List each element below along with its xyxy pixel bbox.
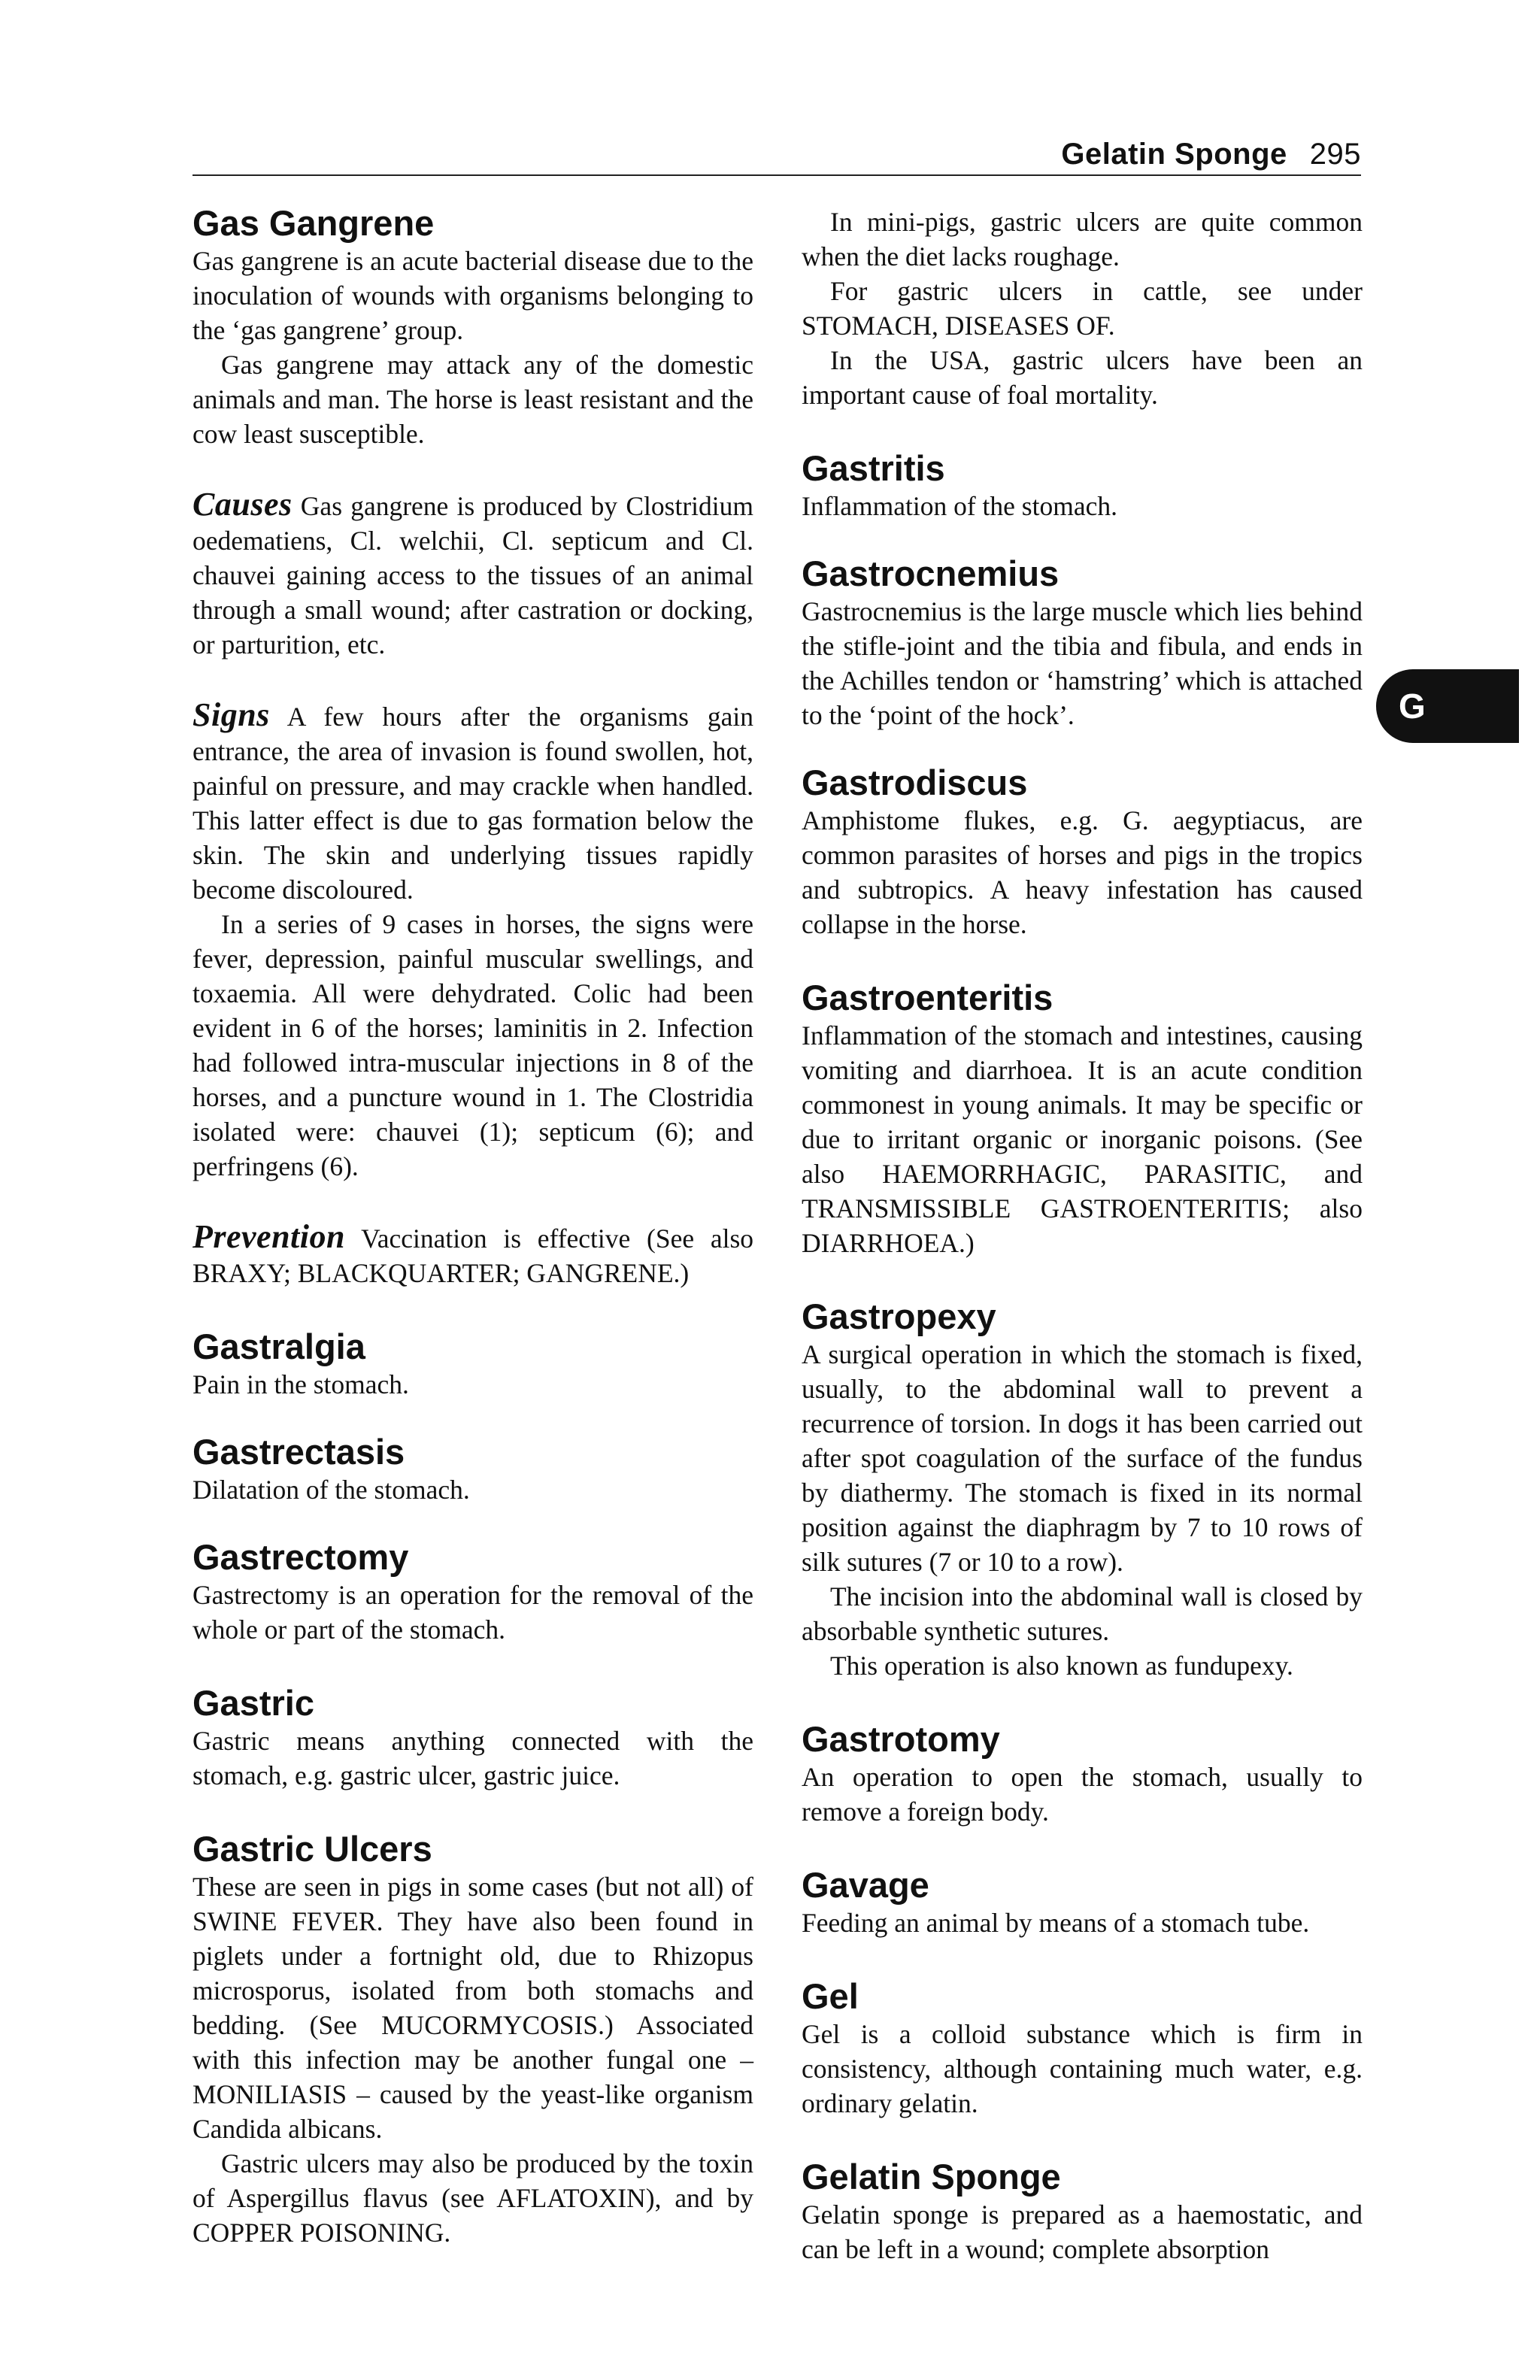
entry-heading: Gastrectomy xyxy=(192,1537,409,1577)
running-head-title: Gelatin Sponge xyxy=(1061,138,1287,171)
entry-heading: Gastrectasis xyxy=(192,1432,405,1472)
entry-paragraph: Gastric ulcers may also be produced by the toxin of Aspergillus flavus (see AFLATOXIN), and by COPPER POISONING. xyxy=(192,2148,753,2248)
entry-heading: Gavage xyxy=(802,1865,929,1905)
subsection-label: Signs xyxy=(192,696,270,733)
subsection-causes xyxy=(192,487,753,662)
entry-paragraph: Pain in the stomach. xyxy=(192,1369,409,1399)
entry-paragraph: Gastrectomy is an operation for the removal of the whole or part of the stomach. xyxy=(192,1580,753,1645)
entry-gastropexy xyxy=(802,1296,1363,1683)
right-column xyxy=(802,205,1363,2303)
subsection-prevention xyxy=(192,1220,753,1290)
entry-paragraph: Gastrocnemius is the large muscle which lies behind the stifle-joint and the tibia and fibula, and ends in the Achilles tendon or ‘hamstring’ which is attached to the ‘point of the hock’. xyxy=(802,596,1363,730)
entry-paragraph: A surgical operation in which the stomach is fixed, usually, to the abdominal wall to prevent a recurrence of torsion. In dogs it has been carried out after spot coagulation of the surface of the fundus by diathermy. The stomach is fixed in its normal position against the diaphragm by 7 to 10 rows of silk sutures (7 or 10 to a row). xyxy=(802,1339,1363,1577)
entry-heading: Gastrotomy xyxy=(802,1719,1000,1759)
entry-paragraph: The incision into the abdominal wall is closed by absorbable synthetic sutures. xyxy=(802,1581,1363,1646)
entry-paragraph: Inflammation of the stomach and intestines, causing vomiting and diarrhoea. It is an acute condition commonest in young animals. It may be specific or due to irritant organic or inorganic poisons. (See also HAEMORRHAGIC, PARASITIC, and TRANSMISSIBLE GASTROENTERITIS; also DIARRHOEA.) xyxy=(802,1020,1363,1258)
entry-gastric-ulcers xyxy=(192,1829,753,2250)
entry-paragraph: In the USA, gastric ulcers have been an important cause of foal mortality. xyxy=(802,345,1363,410)
entry-paragraph: An operation to open the stomach, usually to remove a foreign body. xyxy=(802,1762,1363,1827)
page-number: 295 xyxy=(1309,138,1361,171)
entry-paragraph: These are seen in pigs in some cases (but not all) of SWINE FEVER. They have also been found in piglets under a fortnight old, due to Rhizopus microsporus, isolated from both stomachs and bedding. (See MUCORMYCOSIS.) Associated with this infection may be another fungal one – MONILIASIS – caused by the yeast-like organism Candida albicans. xyxy=(192,1872,753,2144)
entry-gastric xyxy=(192,1683,753,1793)
entry-gas-gangrene xyxy=(192,203,753,1290)
entry-heading: Gastropexy xyxy=(802,1296,996,1336)
entry-heading: Gelatin Sponge xyxy=(802,2157,1061,2197)
entry-heading: Gel xyxy=(802,1976,859,2016)
entry-heading: Gastrodiscus xyxy=(802,763,1028,802)
entry-paragraph: This operation is also known as fundupexy. xyxy=(830,1651,1293,1681)
entry-heading: Gastritis xyxy=(802,448,945,488)
entry-paragraph: In mini-pigs, gastric ulcers are quite common when the diet lacks roughage. xyxy=(802,207,1363,271)
entry-paragraph: Gas gangrene is an acute bacterial disease due to the inoculation of wounds with organisms belonging to the ‘gas gangrene’ group. xyxy=(192,246,753,345)
entry-gastrectasis xyxy=(192,1432,753,1507)
entry-gastrocnemius xyxy=(802,553,1363,732)
entry-gastritis xyxy=(802,448,1363,523)
entry-gastric-ulcers-continued xyxy=(802,205,1363,412)
entry-paragraph: Feeding an animal by means of a stomach tube. xyxy=(802,1908,1310,1938)
subsection-text: A few hours after the organisms gain entrance, the area of invasion is found swollen, hot, painful on pressure, and may crackle when handled. This latter effect is due to gas formation below the skin. The skin and underlying tissues rapidly become discoloured. xyxy=(192,702,753,905)
entry-heading: Gas Gangrene xyxy=(192,203,435,243)
subsection-text: Gas gangrene is produced by Clostridium oedematiens, Cl. welchii, Cl. septicum and Cl. chauvei gaining access to the tissues of an animal through a small wound; after castration or docking, or parturition, etc. xyxy=(192,491,753,659)
entry-gel xyxy=(802,1976,1363,2121)
entry-paragraph: Inflammation of the stomach. xyxy=(802,491,1117,521)
entry-heading: Gastroenteritis xyxy=(802,978,1053,1017)
thumb-index-letter: G xyxy=(1399,687,1426,726)
entry-paragraph: Dilatation of the stomach. xyxy=(192,1475,470,1505)
subsection-label: Prevention xyxy=(192,1218,345,1255)
entry-heading: Gastralgia xyxy=(192,1326,365,1366)
entry-paragraph: Gas gangrene may attack any of the domestic animals and man. The horse is least resistant and the cow least susceptible. xyxy=(192,350,753,449)
entry-gastralgia xyxy=(192,1326,753,1402)
subsection-label: Causes xyxy=(192,486,293,523)
entry-heading: Gastric Ulcers xyxy=(192,1829,432,1869)
entry-paragraph: Amphistome flukes, e.g. G. aegyptiacus, are common parasites of horses and pigs in the tropics and subtropics. A heavy infestation has caused collapse in the horse. xyxy=(802,805,1363,939)
entry-paragraph: Gelatin sponge is prepared as a haemostatic, and can be left in a wound; complete absorption xyxy=(802,2200,1363,2264)
entry-paragraph: Gastric means anything connected with the stomach, e.g. gastric ulcer, gastric juice. xyxy=(192,1726,753,1790)
subsection-signs xyxy=(192,698,753,907)
entry-heading: Gastrocnemius xyxy=(802,553,1060,593)
entry-gastrotomy xyxy=(802,1719,1363,1829)
entry-paragraph: For gastric ulcers in cattle, see under STOMACH, DISEASES OF. xyxy=(802,276,1363,341)
entry-paragraph: In a series of 9 cases in horses, the signs were fever, depression, painful muscular swellings, and toxaemia. All were dehydrated. Colic had been evident in 6 of the horses; laminitis in 2. Infection had followed intra-muscular injections in 8 of the horses, and a puncture wound in 1. The Clostridia isolated were: chauvei (1); septicum (6); and perfringens (6). xyxy=(192,909,753,1181)
subsection-text: Vaccination is effective (See also BRAXY; BLACKQUARTER; GANGRENE.) xyxy=(192,1223,754,1288)
thumb-index-tab xyxy=(1376,669,1519,743)
entry-heading: Gastric xyxy=(192,1683,314,1723)
entry-gastrectomy xyxy=(192,1537,753,1647)
left-column xyxy=(192,203,753,2286)
entry-gastroenteritis xyxy=(802,978,1363,1260)
entry-gelatin-sponge xyxy=(802,2157,1363,2266)
running-head xyxy=(192,125,1361,171)
entry-paragraph: Gel is a colloid substance which is firm in consistency, although containing much water, e.g. ordinary gelatin. xyxy=(802,2019,1363,2118)
entry-gastrodiscus xyxy=(802,763,1363,941)
header-rule xyxy=(192,174,1361,176)
entry-gavage xyxy=(802,1865,1363,1940)
